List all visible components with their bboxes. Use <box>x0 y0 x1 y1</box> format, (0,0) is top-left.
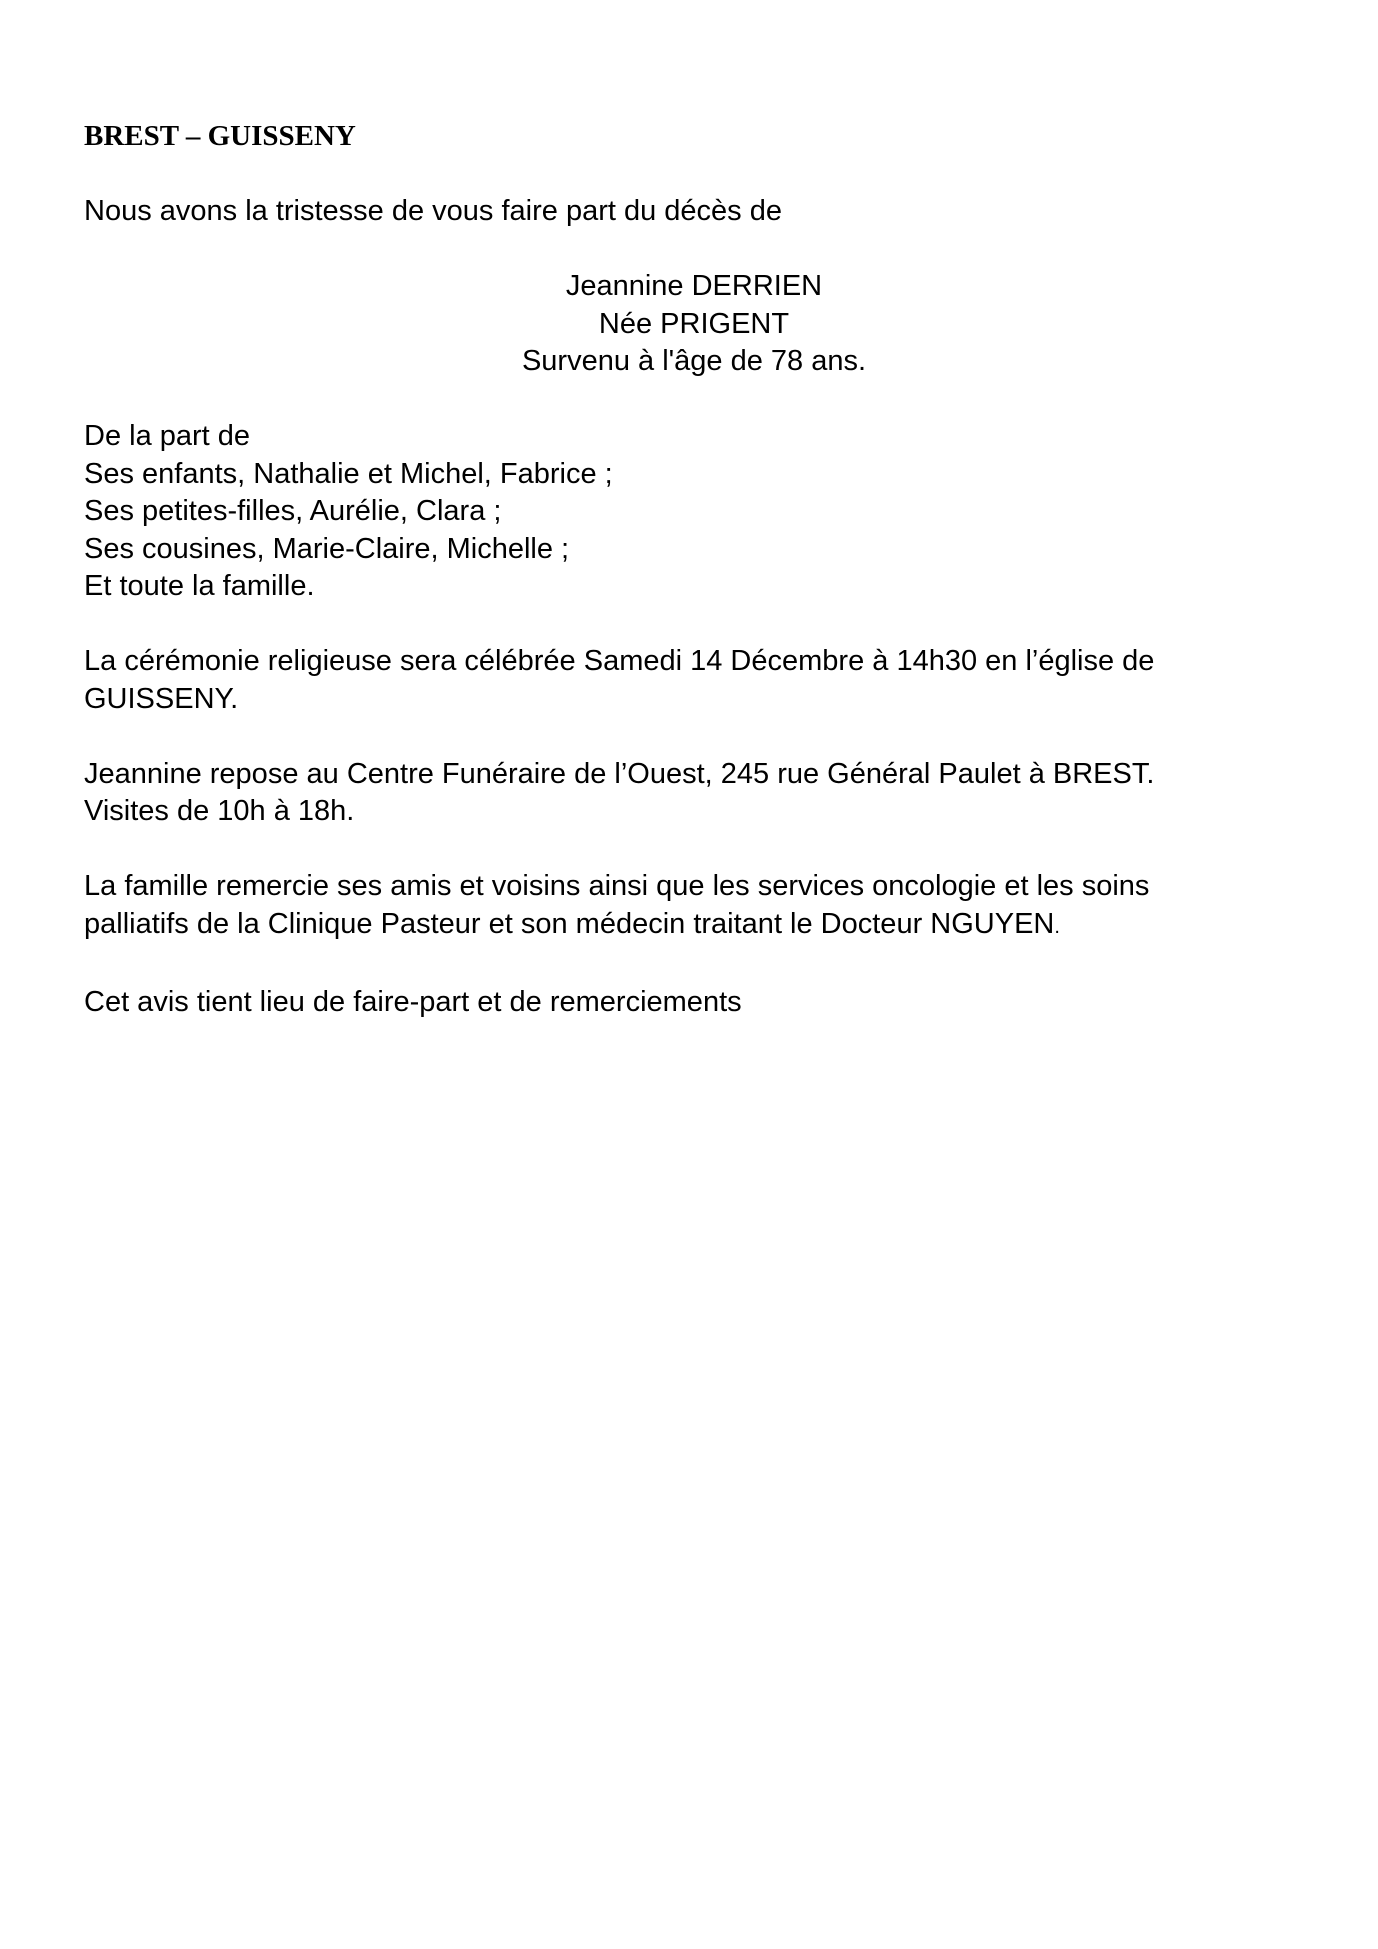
deceased-name: Jeannine DERRIEN <box>565 270 823 302</box>
spacer <box>84 606 1304 644</box>
spacer <box>84 946 1304 984</box>
intro-text: Nous avons la tristesse de vous faire part du décès de <box>84 195 782 227</box>
family-line-all: Et toute la famille. <box>84 570 315 602</box>
deceased-block <box>84 268 1304 381</box>
family-line-granddaughters: Ses petites-filles, Aurélie, Clara ; <box>84 495 502 527</box>
thanks-line-1: La famille remercie ses amis et voisins ainsi que les services oncologie et les soins <box>84 870 1150 902</box>
visitation-line-2: Visites de 10h à 18h. <box>84 795 355 827</box>
closing-text: Cet avis tient lieu de faire-part et de remerciements <box>84 985 742 1018</box>
spacer <box>84 831 1304 869</box>
family-line-children: Ses enfants, Nathalie et Michel, Fabrice ; <box>84 457 613 490</box>
ceremony-line-2: GUISSENY. <box>84 682 239 715</box>
family-line-cousins: Ses cousines, Marie-Claire, Michelle ; <box>84 532 570 565</box>
ceremony-line-1: La cérémonie religieuse sera célébrée Samedi 14 Décembre à 14h30 en l’église de <box>84 645 1155 677</box>
deceased-age: Survenu à l'âge de 78 ans. <box>521 345 867 377</box>
spacer <box>84 231 1304 269</box>
visitation-block <box>84 756 1304 831</box>
spacer <box>84 381 1304 419</box>
thanks-line-2-text: palliatifs de la Clinique Pasteur et son médecin traitant le Docteur NGUYEN <box>84 907 1055 940</box>
deceased-birth-name: Née PRIGENT <box>598 307 790 340</box>
ceremony-block <box>84 643 1304 718</box>
family-block <box>84 418 1304 606</box>
thanks-block <box>84 868 1304 946</box>
family-lead: De la part de <box>84 420 251 452</box>
thanks-line-2 <box>84 906 1304 947</box>
obituary-notice <box>84 118 1304 1021</box>
location-heading: BREST – GUISSENY <box>84 120 356 152</box>
spacer <box>84 718 1304 756</box>
visitation-line-1: Jeannine repose au Centre Funéraire de l’Ouest, 245 rue Général Paulet à BREST. <box>84 757 1155 790</box>
spacer <box>84 156 1304 194</box>
thanks-line-2-period: . <box>1054 915 1060 938</box>
